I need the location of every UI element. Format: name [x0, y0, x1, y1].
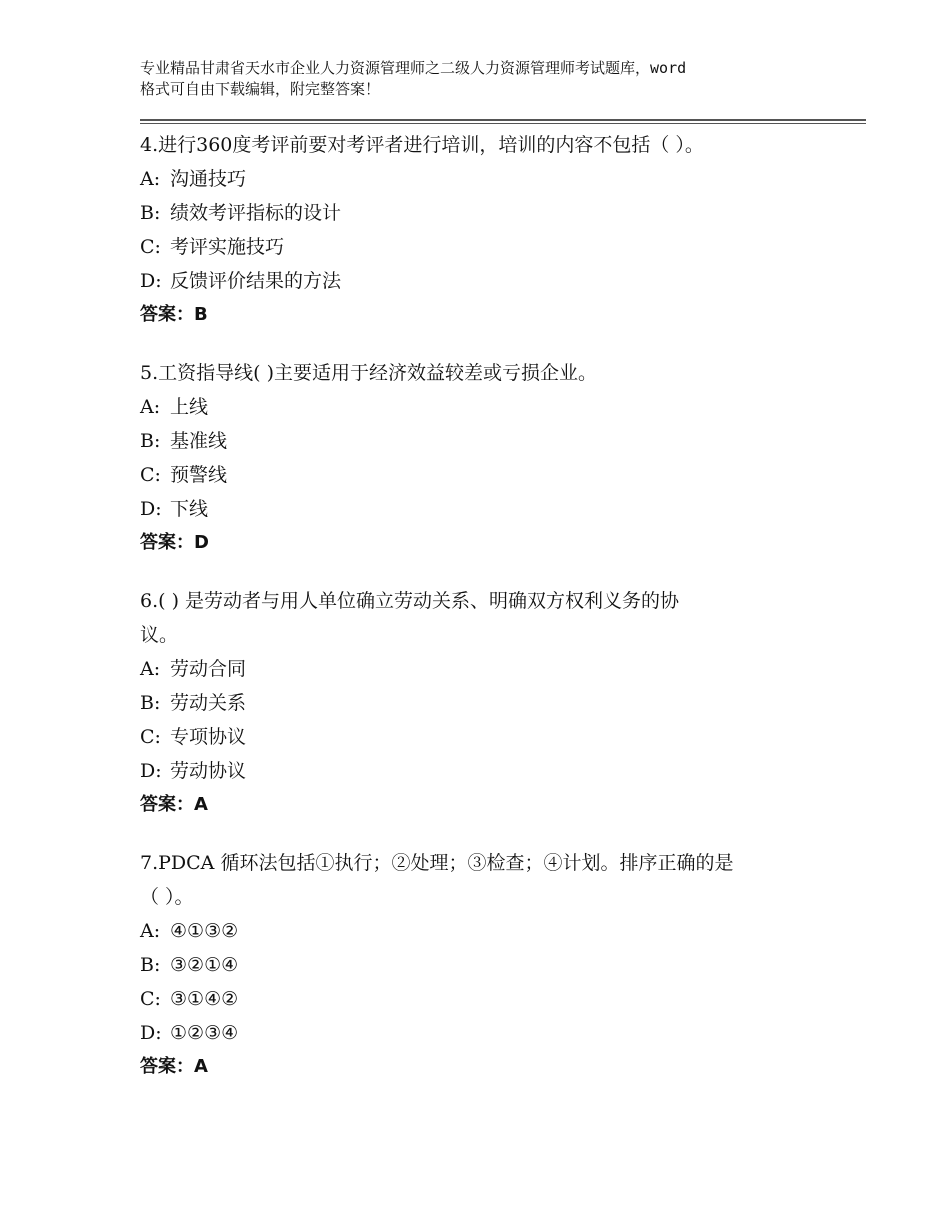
answer-key: 答案：B — [140, 304, 208, 325]
option-text: 专项协议 — [170, 726, 247, 748]
question-block — [140, 356, 820, 560]
header-line-1: 专业精品甘肃省天水市企业人力资源管理师之二级人力资源管理师考试题库，word — [140, 59, 687, 77]
option-letter: A: — [140, 920, 161, 942]
question-stem: 7.PDCA 循环法包括①执行；②处理；③检查；④计划。排序正确的是 — [140, 852, 734, 874]
question-block — [140, 584, 820, 822]
answer-option — [140, 230, 820, 264]
answer-key: 答案：D — [140, 532, 209, 553]
option-letter: D: — [140, 270, 162, 292]
option-letter: D: — [140, 498, 162, 520]
option-letter: C: — [140, 236, 161, 258]
option-text: 绩效考评指标的设计 — [170, 202, 342, 224]
question-block — [140, 128, 820, 332]
answer-option — [140, 390, 820, 424]
option-text: 劳动合同 — [170, 658, 247, 680]
answer-key: 答案：A — [140, 1056, 208, 1077]
answer-option — [140, 914, 820, 948]
option-letter: B: — [140, 692, 161, 714]
answer-key: 答案：A — [140, 794, 208, 815]
header-line-2: 格式可自由下载编辑，附完整答案！ — [140, 80, 381, 98]
option-text: 上线 — [170, 396, 209, 418]
option-letter: C: — [140, 464, 161, 486]
answer-option — [140, 720, 820, 754]
question-list — [140, 128, 820, 1108]
document-header — [140, 58, 830, 100]
option-letter: D: — [140, 1022, 162, 1044]
option-text: ③①④② — [170, 988, 239, 1010]
option-letter: B: — [140, 430, 161, 452]
option-letter: A: — [140, 168, 161, 190]
question-stem: 4.进行360度考评前要对考评者进行培训，培训的内容不包括（ ）。 — [140, 134, 704, 156]
answer-option — [140, 1016, 820, 1050]
answer-option — [140, 492, 820, 526]
option-text: 基准线 — [170, 430, 228, 452]
answer-option — [140, 458, 820, 492]
answer-option — [140, 686, 820, 720]
option-text: 劳动协议 — [170, 760, 247, 782]
answer-option — [140, 264, 820, 298]
option-letter: B: — [140, 954, 161, 976]
answer-option — [140, 754, 820, 788]
option-text: 反馈评价结果的方法 — [170, 270, 342, 292]
question-block — [140, 846, 820, 1084]
option-letter: B: — [140, 202, 161, 224]
answer-option — [140, 982, 820, 1016]
answer-option — [140, 162, 820, 196]
answer-option — [140, 652, 820, 686]
question-stem: 5.工资指导线( )主要适用于经济效益较差或亏损企业。 — [140, 362, 597, 384]
option-letter: C: — [140, 988, 161, 1010]
option-text: 沟通技巧 — [170, 168, 247, 190]
option-letter: D: — [140, 760, 162, 782]
answer-option — [140, 424, 820, 458]
header-divider — [140, 119, 866, 124]
option-text: 下线 — [170, 498, 209, 520]
option-text: ③②①④ — [170, 954, 239, 976]
answer-option — [140, 948, 820, 982]
answer-option — [140, 196, 820, 230]
option-letter: A: — [140, 396, 161, 418]
option-text: ①②③④ — [170, 1022, 239, 1044]
option-text: 考评实施技巧 — [170, 236, 285, 258]
question-stem: 议。 — [140, 624, 179, 646]
question-stem: 6.( ) 是劳动者与用人单位确立劳动关系、明确双方权利义务的协 — [140, 590, 680, 612]
option-letter: C: — [140, 726, 161, 748]
option-text: ④①③② — [170, 920, 239, 942]
option-text: 预警线 — [170, 464, 228, 486]
option-text: 劳动关系 — [170, 692, 247, 714]
option-letter: A: — [140, 658, 161, 680]
question-stem: （ ）。 — [140, 886, 194, 908]
